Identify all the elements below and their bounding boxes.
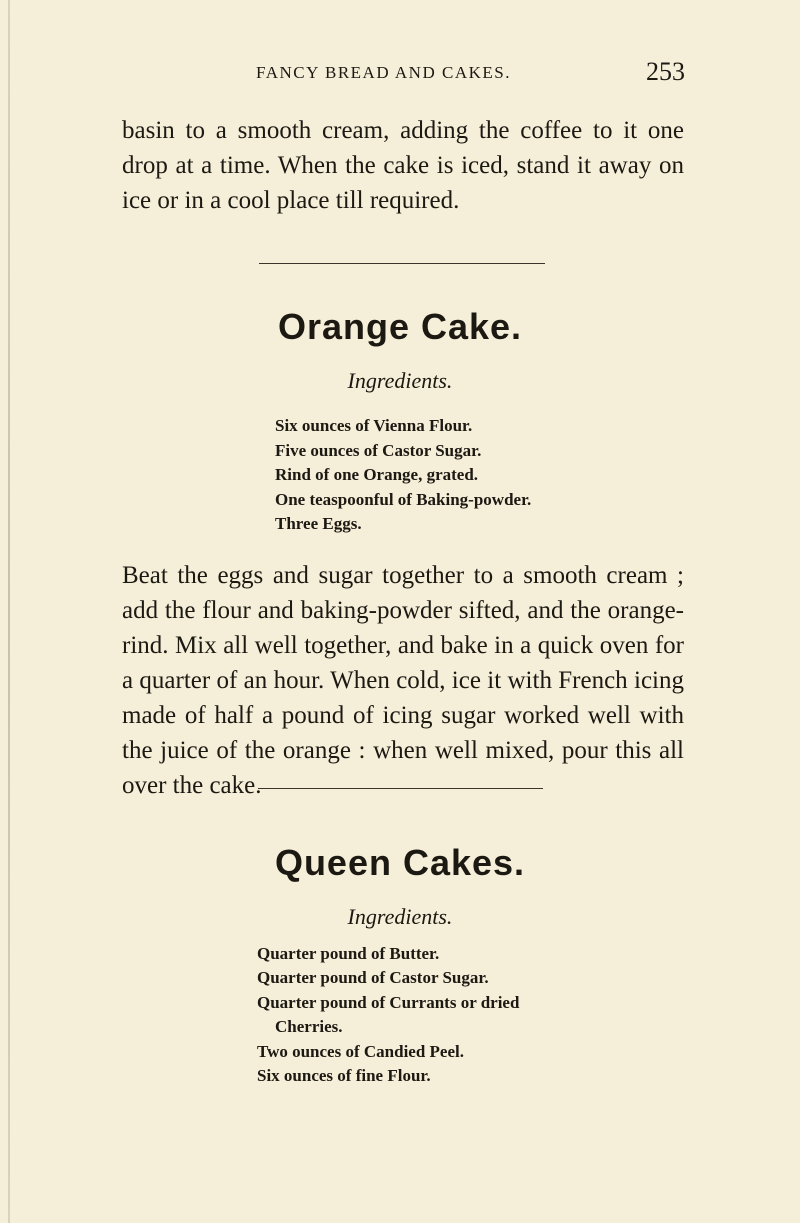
queen-cakes-ingredients-heading: Ingredients. <box>347 904 453 929</box>
ingredient-item: Quarter pound of Currants or dried <box>257 992 520 1012</box>
ingredient-item: Quarter pound of Butter. <box>257 944 440 963</box>
ingredient-item: Three Eggs. <box>275 514 362 533</box>
section-divider <box>258 788 543 789</box>
ingredient-item: Two ounces of Candied Peel. <box>257 1041 464 1061</box>
section-divider <box>259 263 545 264</box>
orange-cake-ingredients-heading: Ingredients. <box>347 368 453 393</box>
intro-paragraph: basin to a smooth cream, adding the coffee to it one drop at a time. When the cake is iced, stand it away on ice or in a cool place till required. <box>122 117 684 214</box>
ingredient-item: Six ounces of fine Flour. <box>257 1066 431 1086</box>
page-number: 253 <box>646 57 685 86</box>
ingredient-item: One teaspoonful of Baking-powder. <box>275 489 532 509</box>
ingredient-item: Six ounces of Vienna Flour. <box>275 416 473 435</box>
ingredient-item: Five ounces of Castor Sugar. <box>275 440 482 460</box>
orange-cake-ingredient-list <box>275 414 531 537</box>
queen-cakes-ingredient-list <box>257 942 519 1088</box>
ingredient-item-continuation: Cherries. <box>275 1017 343 1037</box>
page-spine-edge <box>8 0 10 1223</box>
ingredient-item: Rind of one Orange, grated. <box>275 465 479 484</box>
orange-cake-method: Beat the eggs and sugar together to a smooth cream ; add the flour and baking-powder sifted, and the orange-rind. Mix all well together, and bake in a quick oven for a quarter of an hour. When cold, ice it with French icing made of half a pound of icing sugar worked well with the juice of the orange : when well mixed, pour this all over the cake. <box>122 562 684 799</box>
queen-cakes-title: Queen Cakes. <box>274 842 526 883</box>
orange-cake-title: Orange Cake. <box>277 306 523 347</box>
running-head: FANCY BREAD AND CAKES. <box>256 63 511 82</box>
ingredient-item: Quarter pound of Castor Sugar. <box>257 968 489 988</box>
